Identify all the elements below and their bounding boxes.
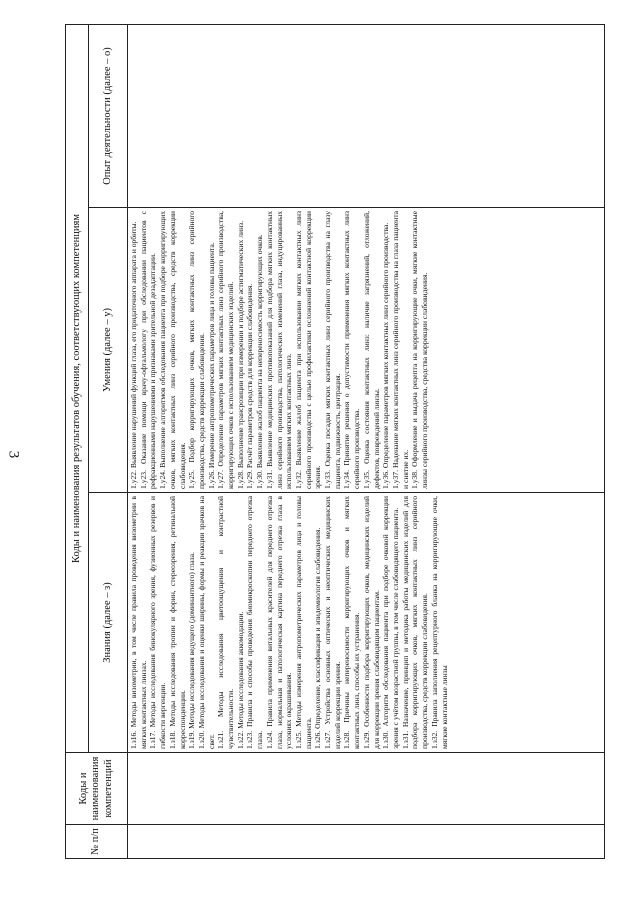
skill-item: 1.у22. Выявление нарушений функций глаза, его придаточного аппарата и орбиты. [129,221,138,489]
knowledge-item: 1.з22. Методы исследования аккомодации. [235,611,245,749]
skill-item: 1.у27. Определение параметров мягких контактных линз серийного производства, корригирующих очков с использованием медицинских изделий. [216,211,236,489]
skill-item: 1.у34. Принятие решения о допустимости применения мягких контактных линз серийного производства. [342,211,362,489]
knowledge-item: 1.з30. Алгоритм обследования пациента при подборе очковой коррекции зрения с учётом возрастной группы, в том числе слабовидящего пациента. [381,496,400,749]
codes-cell [128,753,605,825]
skill-item: 1.у32. Выявление жалоб пациента при использовании мягких контактных линз серийного производства с целью профилактики осложнений контактной коррекции зрения. [293,211,323,489]
header-codes: Коды и наименования компетенций [66,753,128,825]
skill-item: 1.у38. Оформление и выдача рецепта на корригирующие очки, мягкие контактные линзы серийного производства, средства коррекции слабовидения. [410,211,430,489]
header-experience: Опыт деятельности (далее – о) [89,24,128,207]
skill-item: 1.у28. Выполнение трансрозиции при измерении и подборе астигматических линз. [235,220,245,489]
knowledge-item: 1.з20. Методы исследования и оценки ширины, формы и реакции зрачков на свет. [196,496,216,749]
knowledge-item: 1.з19. Методы исследования ведущего (доминантного) глаза. [187,552,197,749]
skill-item: 1.у25. Подбор корригирующих очков, мягких контактных линз серийного производства, средств коррекции слабовидения. [187,211,206,489]
knowledge-item: 1.з23. Правила и способы проведения биомикроскопии переднего отрезка глаза. [245,496,265,749]
header-knowledge: Знания (далее – з) [89,493,128,753]
knowledge-item: 1.з17. Методы исследования бинокулярного зрения, фузионных резервов и гибкости вергенции. [148,496,168,749]
experience-cell [128,24,605,207]
knowledge-item: 1.з21. Методы исследования цветоощущения и контрастной чувствительности. [216,496,236,749]
knowledge-item: 1.з31. Назначение, принцип и методика работы медицинских изделий для подбора корригирующих очков, мягких контактных линз серийного производства, средств коррекции слабовидения. [400,496,430,749]
skill-item: 1.у26. Измерение антропометрических параметров лица и головы пациента. [206,242,216,489]
knowledge-item: 1.з28. Причины непереносимости корригирующих очков и мягких контактных линз, способы их устранения. [342,496,362,749]
page-number: 3 [5,450,22,459]
skill-item: 1.у35. Оценка состояния контактных линз: наличие загрязнений, отложений, дефектов, повреждений линзы. [361,211,381,489]
skill-item: 1.у23. Оказание помощи врачу-офтальмологу при обследовании пациентов с рефракционными нарушениями и признаками зрительной дезадаптации. [138,211,158,489]
skill-item: 1.у37. Наденание мягких контактных линз серийного производства на глаза пациента и снятие их. [390,211,410,489]
skill-item: 1.у30. Выявление жалоб пациента на непереносимость корригирующих очков. [255,234,265,489]
skill-item: 1.у31. Выявление медицинских противопоказаний для подбора мягких контактных линз серийного производства, патологических изменений глаза, индуцированных использованием мягких контактных линз. [264,211,294,489]
knowledge-cell [128,493,605,753]
knowledge-item: 1.з18. Методы исследования тропии и форин, стереозрения, ретинальной корреспонденции. [167,496,187,749]
knowledge-item: 1.з16. Методы визометрии, в том числе правила проведения визометрии в мягких контактных линзах. [129,496,148,749]
knowledge-item: 1.з32. Правила заполнения рецептурного бланка на корригирующие очки, мягкие контактные линзы [429,496,449,749]
skill-item: 1.у33. Оценка посадки мягких контактных линз серийного производства на глазу пациента, подвижность, центрация. [323,211,342,489]
skills-cell [128,208,605,493]
table-row [128,24,605,858]
knowledge-item: 1.з26. Определение, классификация и эпидемиология слабовидения. [313,527,323,749]
skill-item: 1.у36. Определение параметров мягких контактных линз серийного производства. [381,222,391,489]
knowledge-item: 1.з24. Правила применения витальных красителей для переднего отрезка глаза, нормальная и патологическая картина переднего отрезка глаза в условиях окрашивания. [264,496,294,749]
header-skills: Умения (далее – у) [89,208,128,493]
rotated-table-container [65,25,605,859]
header-num: № п/п [66,825,128,859]
num-cell [128,825,605,859]
knowledge-item: 1.з27. Устройства основных оптических и неоптических медицинских изделий коррекции зрения. [323,496,342,749]
header-results: Коды и наименования результатов обучения, соответствующих компетенциям [66,24,89,752]
skill-item: 1.у24. Выполнение алгоритмов обследования пациента при подборе корригирующих очков, мягких контактных линз серийного производства, средств коррекции слабовидения. [158,211,187,489]
knowledge-item: 1.з29. Особенности подбора корригирующих очков, медицинских изделий для коррекции зрения слабовидящим пациентам. [361,496,381,749]
skill-item: 1.у29. Расчёт параметров средств для коррекции слабовидения. [245,283,255,489]
competency-table [65,24,605,859]
knowledge-item: 1.з25. Методы измерения антропометрических параметров лица и головы пациента. [293,496,313,749]
